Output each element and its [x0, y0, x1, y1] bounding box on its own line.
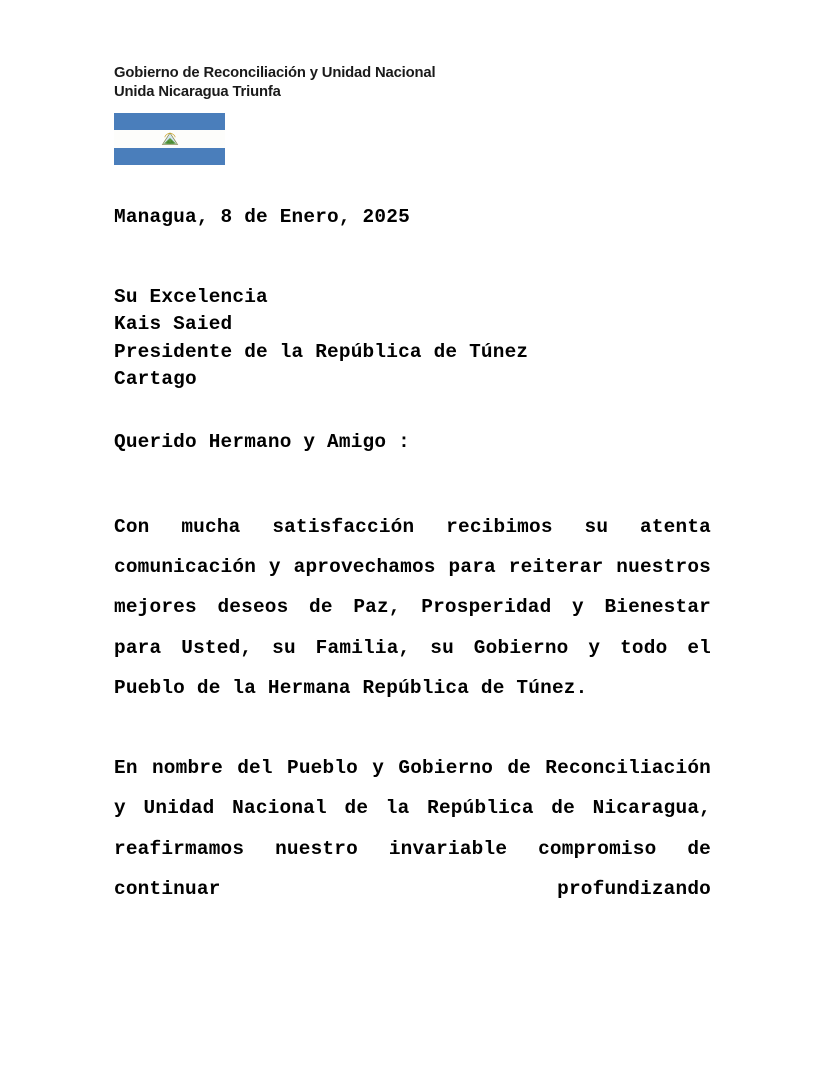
- addressee-block: [114, 284, 711, 393]
- addressee-line-city: Cartago: [114, 367, 197, 390]
- letterhead-line-1: Gobierno de Reconciliación y Unidad Nacional: [114, 65, 436, 81]
- flag-band-bottom: [114, 148, 225, 165]
- addressee-line-name: Kais Saied: [114, 313, 233, 336]
- addressee-line-title: Presidente de la República de Túnez: [114, 340, 529, 363]
- nicaragua-flag-icon: [114, 113, 225, 165]
- flag-band-top: [114, 113, 225, 130]
- body-paragraph-1: Con mucha satisfacción recibimos su atenta comunicación y aprovechamos para reiterar nuestros mejores deseos de Paz, Prosperidad y Bienestar para Usted, su Familia, su Gobierno y todo el Pueblo de la Hermana República de Túnez.: [114, 516, 711, 699]
- letter-body: [114, 507, 711, 949]
- letterhead-line-2: Unida Nicaragua Triunfa: [114, 83, 281, 100]
- salutation: Querido Hermano y Amigo :: [114, 431, 410, 453]
- date-line: Managua, 8 de Enero, 2025: [114, 206, 410, 228]
- body-paragraph-2: En nombre del Pueblo y Gobierno de Reconciliación y Unidad Nacional de la República de Nicaragua, reafirmamos nuestro invariable compromiso de continuar profundizando: [114, 757, 711, 900]
- addressee-line-honorific: Su Excelencia: [114, 286, 268, 308]
- letterhead: [114, 64, 734, 101]
- nicaragua-coat-of-arms-icon: [161, 132, 178, 147]
